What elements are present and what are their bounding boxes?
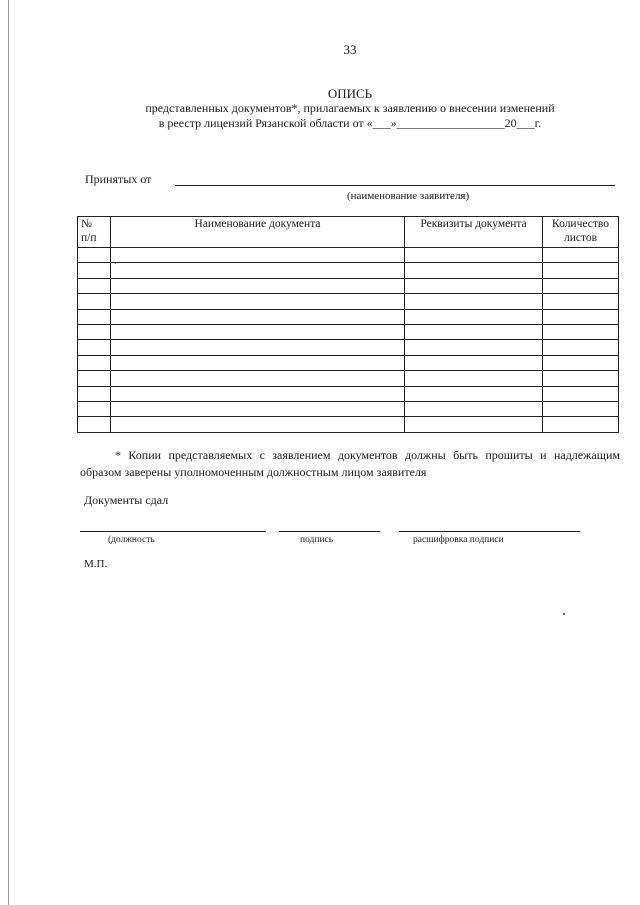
scan-speck [563, 613, 565, 615]
submitted-by-label: Документы сдал [84, 493, 169, 507]
header-number-line1: № [81, 218, 92, 230]
signature-line [279, 531, 380, 532]
table-row [78, 278, 619, 293]
table-row [78, 248, 619, 263]
footnote [80, 447, 620, 481]
column-header-number [78, 217, 111, 248]
documents-table [77, 216, 619, 433]
column-header-requisites: Реквизиты документа [405, 217, 543, 248]
column-header-name: Наименование документа [111, 217, 405, 248]
signature-caption: подпись [300, 535, 334, 545]
position-line [80, 531, 266, 532]
applicant-name-line [175, 185, 615, 186]
document-subtitle-line1: представленных документов*, прилагаемых к заявлению о внесении изменений [145, 101, 555, 115]
table-row [78, 263, 619, 278]
table-row [78, 324, 619, 339]
table-row [78, 417, 619, 432]
document-title: ОПИСЬ [327, 86, 373, 101]
document-subtitle-line2: в реестр лицензий Рязанской области от «___»__________________20___г. [158, 116, 542, 130]
header-count-line1: Количество [552, 218, 609, 230]
table-row [78, 309, 619, 324]
header-count-line2: листов [563, 232, 598, 244]
column-header-count [543, 217, 619, 248]
seal-label: М.П. [84, 558, 108, 570]
position-caption: (должность [108, 535, 155, 545]
scan-edge [8, 0, 9, 905]
table-row [78, 386, 619, 401]
accepted-from-label: Принятых от [85, 172, 152, 186]
table-row [78, 401, 619, 416]
signature-decoding-line [399, 531, 580, 532]
table-row [78, 340, 619, 355]
table-row [78, 371, 619, 386]
header-number-line2: п/п [81, 232, 97, 244]
table-header-row [78, 217, 619, 248]
scan-speck [115, 263, 116, 264]
page-number: 33 [343, 42, 357, 57]
footnote-text: * Копии представляемых с заявлением документов должны быть прошиты и надлежащим образом заверены уполномоченным должностным лицом заявителя [80, 448, 620, 479]
signature-decoding-caption: расшифровка подписи [413, 535, 504, 545]
table-row [78, 355, 619, 370]
applicant-caption: (наименование заявителя) [347, 190, 470, 202]
table-row [78, 294, 619, 309]
